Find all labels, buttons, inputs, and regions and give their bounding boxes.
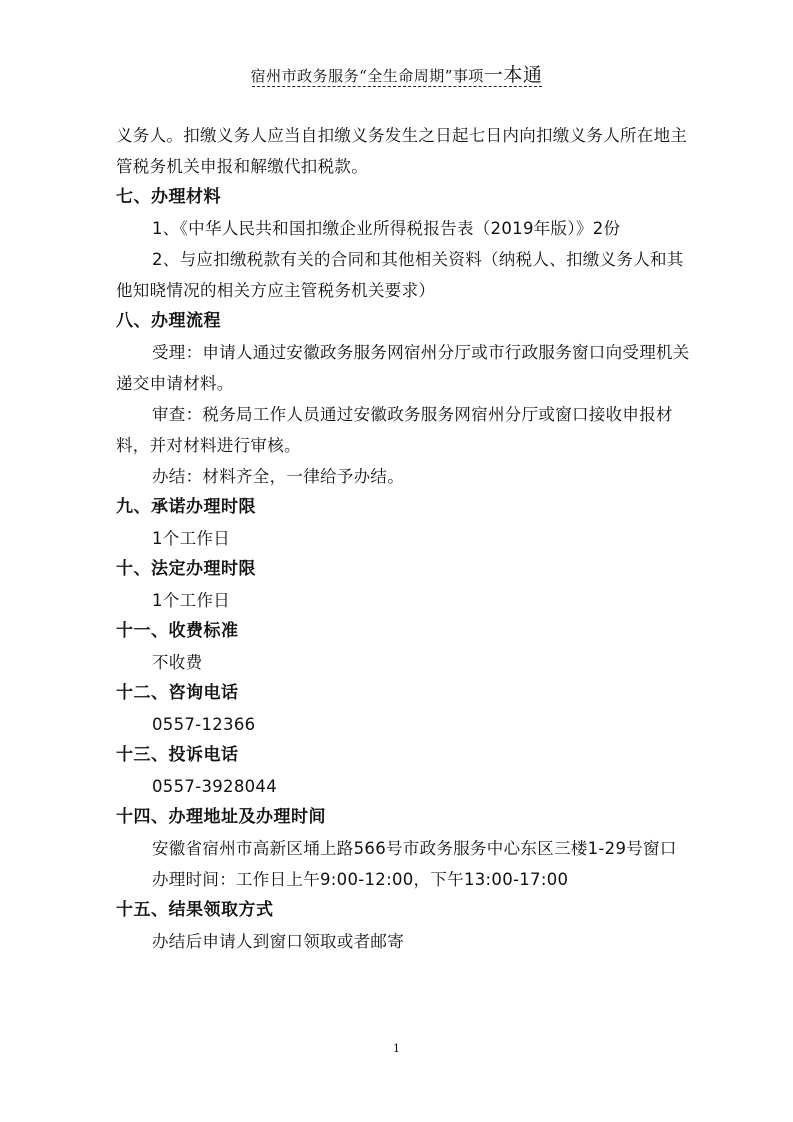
section-heading-complaint-phone: 十三、投诉电话 [116, 745, 239, 765]
section-heading-address: 十四、办理地址及办理时间 [116, 807, 326, 827]
document-body [116, 120, 696, 957]
materials-item-1: 1、《中华人民共和国扣缴企业所得税报告表（2019年版）》2份 [152, 219, 621, 238]
process-review: 审查：税务局工作人员通过安徽政务服务网宿州分厅或窗口接收申报材料，并对材料进行审核。 [116, 405, 673, 455]
section-heading-consult-phone: 十二、咨询电话 [116, 683, 239, 703]
page-header [0, 60, 793, 87]
address-location: 安徽省宿州市高新区埇上路566号市政务服务中心东区三楼1-29号窗口 [152, 839, 677, 858]
fee-value: 不收费 [152, 653, 203, 672]
intro-paragraph: 义务人。扣缴义务人应当自扣缴义务发生之日起七日内向扣缴义务人所在地主管税务机关申报和解缴代扣税款。 [116, 126, 688, 176]
consult-phone-value: 0557-12366 [152, 715, 256, 734]
section-heading-promise-time: 九、承诺办理时限 [116, 497, 256, 517]
result-value: 办结后申请人到窗口领取或者邮寄 [152, 932, 404, 951]
section-heading-fee: 十一、收费标准 [116, 621, 239, 641]
section-heading-process: 八、办理流程 [116, 311, 221, 331]
materials-item-2: 2、与应扣缴税款有关的合同和其他相关资料（纳税人、扣缴义务人和其他知晓情况的相关方应主管税务机关要求） [116, 250, 684, 300]
header-divider [252, 86, 542, 87]
process-complete: 办结：材料齐全，一律给予办结。 [152, 467, 404, 486]
legal-time-value: 1个工作日 [152, 591, 230, 610]
header-title: 宿州市政务服务“全生命周期”事项 [250, 67, 484, 85]
complaint-phone-value: 0557-3928044 [152, 777, 278, 796]
page-number: 1 [393, 1042, 400, 1055]
header-title-suffix: 一本通 [483, 64, 543, 86]
section-heading-legal-time: 十、法定办理时限 [116, 559, 256, 579]
section-heading-materials: 七、办理材料 [116, 187, 221, 207]
process-accept: 受理：申请人通过安徽政务服务网宿州分厅或市行政服务窗口向受理机关递交申请材料。 [116, 343, 690, 393]
promise-time-value: 1个工作日 [152, 529, 230, 548]
section-heading-result: 十五、结果领取方式 [116, 900, 274, 920]
address-hours: 办理时间：工作日上午9:00-12:00，下午13:00-17:00 [152, 870, 569, 889]
